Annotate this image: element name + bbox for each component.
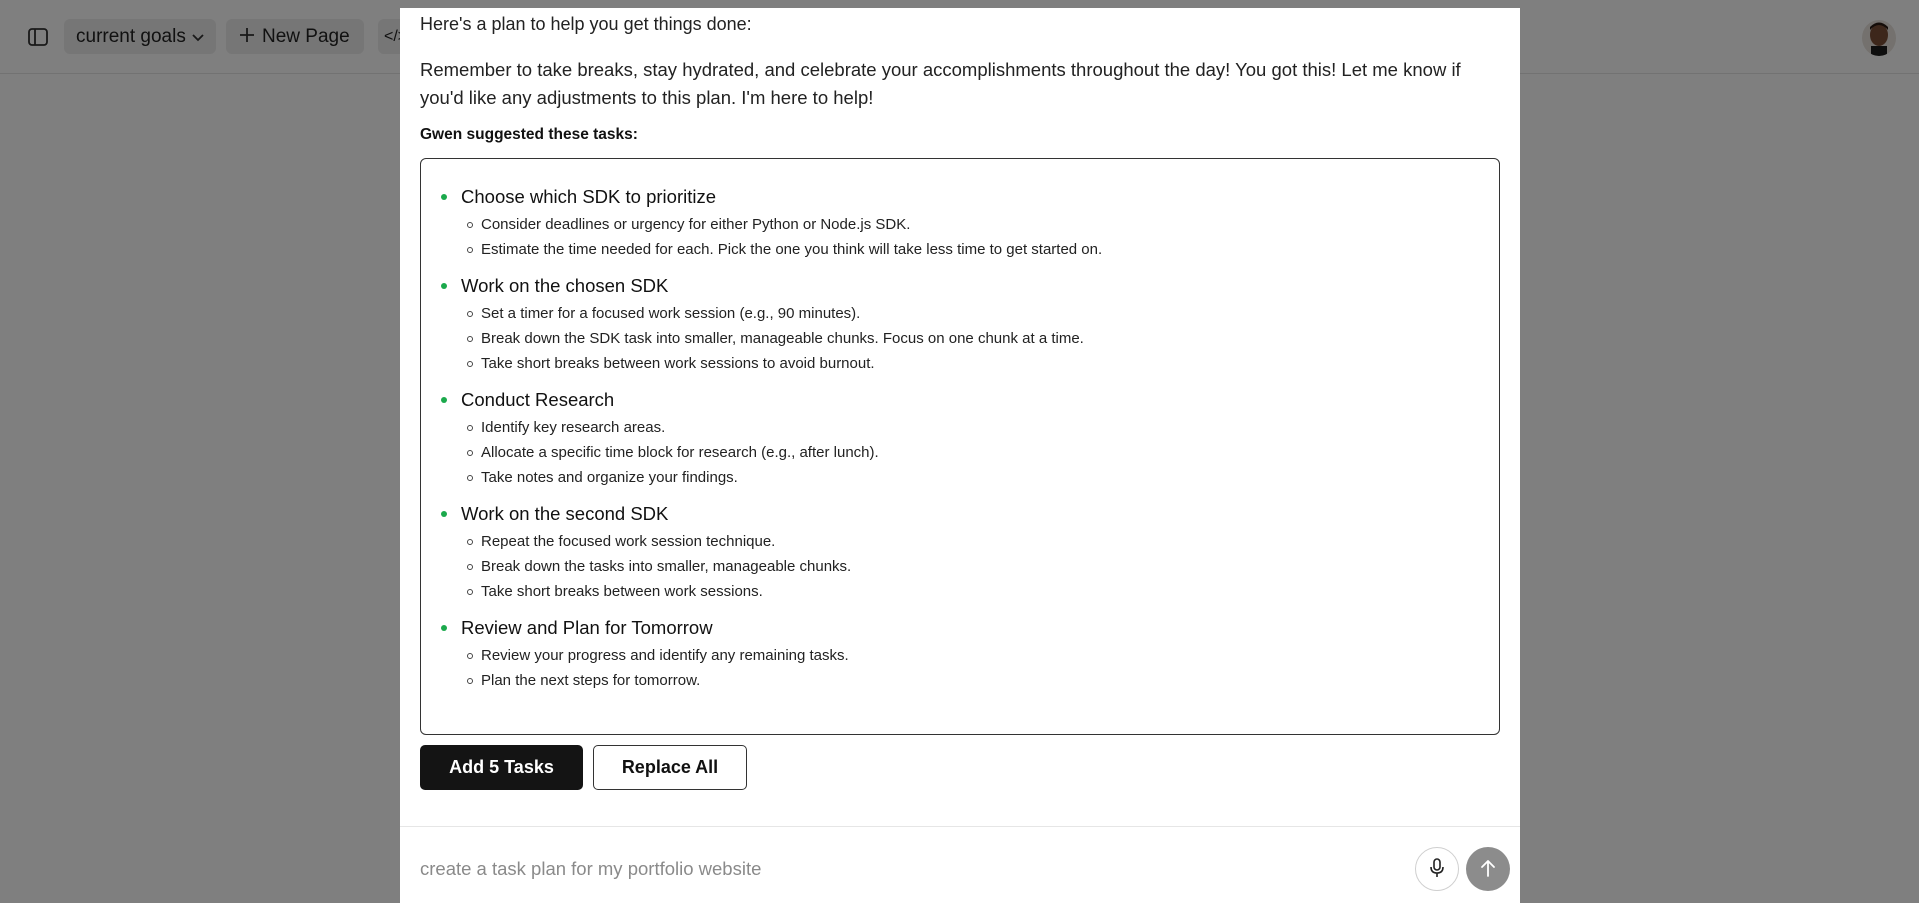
assistant-panel [400,8,1520,903]
sub-bullet-icon [467,222,473,228]
subtask-text: Review your progress and identify any remaining tasks. [481,647,849,664]
sub-bullet-icon [467,247,473,253]
subtask-text: Plan the next steps for tomorrow. [481,672,701,689]
chat-input[interactable] [420,854,1400,884]
sub-bullet-icon [467,589,473,595]
sub-bullet-icon [467,475,473,481]
subtask-item [467,554,1461,579]
task-item [441,387,1461,490]
subtask-item [467,237,1461,262]
subtask-text: Take notes and organize your findings. [481,469,738,486]
composer-divider [400,826,1520,827]
task-item [441,184,1461,262]
task-title: Work on the chosen SDK [461,275,669,296]
sub-bullet-icon [467,336,473,342]
subtask-item [467,465,1461,490]
subtask-text: Repeat the focused work session technique. [481,533,776,550]
sub-bullet-icon [467,450,473,456]
replace-all-button[interactable]: Replace All [593,745,747,790]
subtask-text: Break down the tasks into smaller, manageable chunks. [481,558,852,575]
subtask-item [467,351,1461,376]
subtask-text: Allocate a specific time block for research (e.g., after lunch). [481,444,879,461]
subtask-item [467,668,1461,693]
subtask-text: Take short breaks between work sessions to avoid burnout. [481,355,875,372]
subtask-item [467,440,1461,465]
bullet-icon [441,511,447,517]
bullet-icon [441,625,447,631]
subtask-item [467,301,1461,326]
subtask-text: Take short breaks between work sessions. [481,583,763,600]
task-title: Choose which SDK to prioritize [461,186,716,207]
subtask-item [467,579,1461,604]
sub-bullet-icon [467,678,473,684]
bullet-icon [441,194,447,200]
subtask-text: Break down the SDK task into smaller, manageable chunks. Focus on one chunk at a time. [481,330,1084,347]
subtask-item [467,415,1461,440]
subtask-text: Identify key research areas. [481,419,666,436]
assistant-message: Remember to take breaks, stay hydrated, and celebrate your accomplishments throughout the day! You got this! Let me know if you'd like any adjustments to this plan. I'm here to help! [420,59,1461,108]
subtask-item [467,529,1461,554]
task-item [441,501,1461,604]
add-tasks-button[interactable]: Add 5 Tasks [420,745,583,790]
task-title: Work on the second SDK [461,503,669,524]
task-list [441,184,1461,704]
subtask-text: Consider deadlines or urgency for either Python or Node.js SDK. [481,216,911,233]
sub-bullet-icon [467,564,473,570]
suggested-tasks-box [420,158,1500,735]
arrow-up-icon [1480,859,1496,880]
subtask-item [467,212,1461,237]
task-item [441,615,1461,693]
subtask-text: Set a timer for a focused work session (e.g., 90 minutes). [481,305,861,322]
sub-bullet-icon [467,425,473,431]
sub-bullet-icon [467,539,473,545]
bullet-icon [441,397,447,403]
assistant-message-intro: Here's a plan to help you get things done: [420,14,752,34]
sub-bullet-icon [467,361,473,367]
subtask-item [467,643,1461,668]
subtask-text: Estimate the time needed for each. Pick the one you think will take less time to get started on. [481,241,1103,258]
task-item [441,273,1461,376]
sub-bullet-icon [467,653,473,659]
task-title: Conduct Research [461,389,615,410]
send-button[interactable] [1466,847,1510,891]
suggested-tasks-heading: Gwen suggested these tasks: [420,126,638,143]
sub-bullet-icon [467,311,473,317]
bullet-icon [441,283,447,289]
task-title: Review and Plan for Tomorrow [461,617,713,638]
microphone-icon [1429,858,1445,881]
subtask-item [467,326,1461,351]
microphone-button[interactable] [1415,847,1459,891]
